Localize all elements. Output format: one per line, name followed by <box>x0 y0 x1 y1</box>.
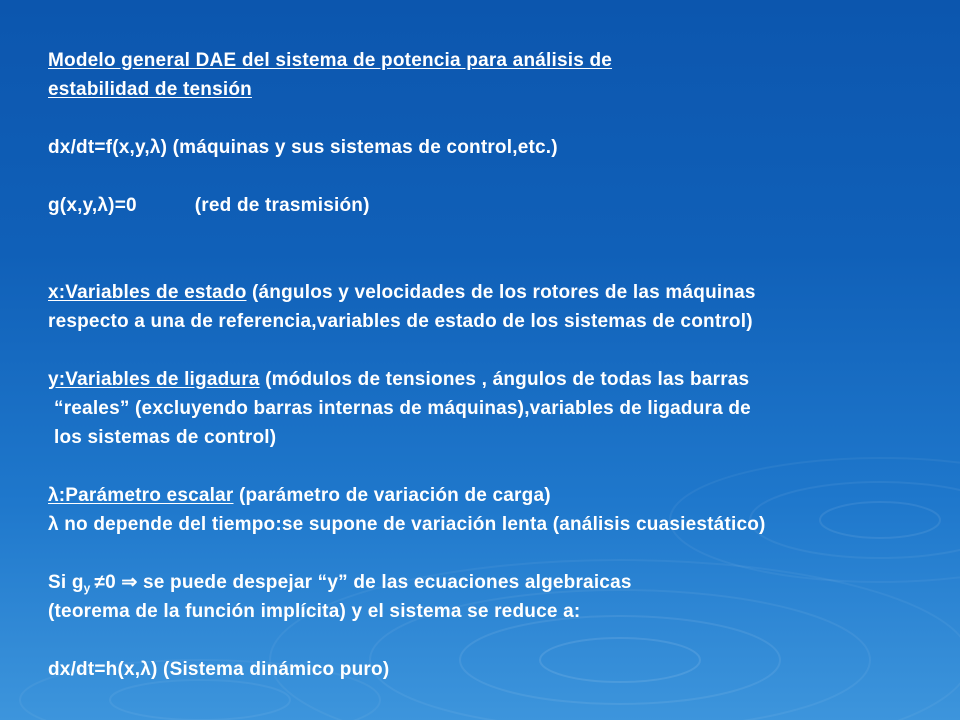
y-definition-term: y:Variables de ligadura <box>48 369 260 390</box>
y-definition-line-3: los sistemas de control) <box>54 427 277 448</box>
implicit-prefix: Si g <box>48 572 84 593</box>
implicit-function-line-1 <box>48 570 632 601</box>
lambda-definition-line-2: λ no depende del tiempo:se supone de variación lenta (análisis cuasiestático) <box>48 514 766 535</box>
equation-reduced-desc: (Sistema dinámico puro) <box>163 659 390 680</box>
equation-algebraic <box>48 193 370 219</box>
equation-dynamic <box>48 135 558 161</box>
heading-line-1: Modelo general DAE del sistema de potencia para análisis de <box>48 50 613 71</box>
lambda-definition-line-1 <box>48 483 551 509</box>
x-definition-line-2: respecto a una de referencia,variables de estado de los sistemas de control) <box>48 311 753 332</box>
implicit-condition: ≠0 ⇒ <box>94 572 138 593</box>
implicit-subscript: y <box>83 581 91 595</box>
equation-algebraic-expr: g(x,y,λ)=0 <box>48 195 137 216</box>
y-definition-line-1 <box>48 367 749 393</box>
equation-dynamic-expr: dx/dt=f(x,y,λ) <box>48 137 168 158</box>
equation-reduced-expr: dx/dt=h(x,λ) <box>48 659 158 680</box>
equation-reduced <box>48 657 389 683</box>
x-definition-term: x:Variables de estado <box>48 282 247 303</box>
equation-algebraic-desc: (red de trasmisión) <box>194 195 370 216</box>
lambda-definition-desc: (parámetro de variación de carga) <box>238 485 551 506</box>
heading-line-2: estabilidad de tensión <box>48 79 252 100</box>
y-definition-line-2: “reales” (excluyendo barras internas de máquinas),variables de ligadura de <box>54 398 751 419</box>
implicit-text: se puede despejar “y” de las ecuaciones algebraicas <box>143 572 632 593</box>
x-definition-desc: (ángulos y velocidades de los rotores de las máquinas <box>252 282 756 303</box>
lambda-definition-term: λ:Parámetro escalar <box>48 485 234 506</box>
equation-dynamic-desc: (máquinas y sus sistemas de control,etc.) <box>172 137 558 158</box>
implicit-function-line-2: (teorema de la función implícita) y el sistema se reduce a: <box>48 601 581 622</box>
x-definition-line-1 <box>48 280 756 306</box>
y-definition-desc: (módulos de tensiones , ángulos de todas las barras <box>265 369 750 390</box>
